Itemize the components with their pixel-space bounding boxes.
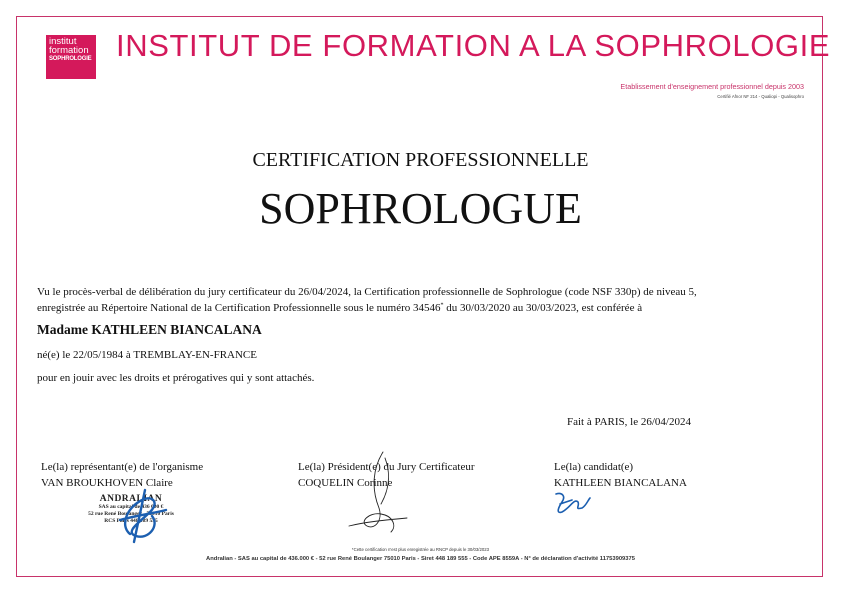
paragraph-line-1: Vu le procès-verbal de délibération du jury certificateur du 26/04/2024, la Certification professionnelle de Sophrologue (code NSF 330p) de niveau 5, — [37, 286, 697, 298]
institute-certifications: Certifié Afnor NF 214 - Qualiopi - Qualisophro — [717, 94, 804, 99]
signature-role: Le(la) candidat(e) — [554, 461, 634, 473]
logo-line-2: formation — [49, 44, 89, 56]
paragraph-line-2-pre: enregistrée au Répertoire National de la Certification Professionnelle sous le numéro 34546 — [37, 302, 441, 314]
recipient-name: Madame KATHLEEN BIANCALANA — [37, 322, 262, 337]
stamp-capital: SAS au capital de 436 000 € — [98, 504, 164, 510]
profession-title: SOPHROLOGUE — [259, 184, 582, 233]
institute-name: INSTITUT DE FORMATION A LA SOPHROLOGIE — [116, 28, 831, 63]
stamp-company: ANDRALIAN — [99, 494, 163, 504]
certificate-paragraph — [37, 284, 817, 316]
signature-block-candidate — [554, 459, 687, 491]
rncp-footnote: *Cette certification n'est plus enregistrée au RNCP depuis le 30/03/2023 — [351, 547, 490, 552]
organisation-signature-image — [90, 486, 180, 546]
birth-info: né(e) le 22/05/1984 à TREMBLAY-EN-FRANCE — [37, 349, 257, 361]
institute-logo — [46, 35, 96, 79]
signature-role: Le(la) représentant(e) de l'organisme — [41, 461, 204, 473]
rncp-asterisk: * — [440, 302, 444, 309]
signature-name: COQUELIN Corinne — [298, 477, 393, 489]
institute-tagline: Etablissement d'enseignement professionnel depuis 2003 — [620, 82, 804, 91]
paragraph-line-2 — [37, 300, 817, 316]
rights-statement: pour en jouir avec les droits et prérogatives qui y sont attachés. — [37, 372, 315, 384]
certificate-title: CERTIFICATION PROFESSIONNELLE — [252, 149, 589, 171]
stamp-address: 52 rue René Boulanger - 75010 Paris — [88, 511, 174, 517]
signature-name: KATHLEEN BIANCALANA — [554, 477, 687, 489]
paragraph-line-2-post: du 30/03/2020 au 30/03/2023, est conférée à — [443, 302, 643, 314]
logo-line-1: institut — [49, 36, 77, 47]
place-and-date: Fait à PARIS, le 26/04/2024 — [567, 416, 691, 428]
signature-name: VAN BROUKHOVEN Claire — [41, 477, 173, 489]
jury-signature-image — [345, 448, 415, 538]
stamp-rcs: RCS Paris 448 189 555 — [104, 518, 158, 524]
candidate-signature-image — [552, 488, 592, 518]
logo-line-3: SOPHROLOGIE — [49, 56, 92, 62]
signature-role: Le(la) Président(e) du Jury Certificateur — [298, 461, 475, 473]
legal-footer: Andralian - SAS au capital de 436.000 € - 52 rue René Boulanger 75010 Paris - Siret 448 189 555 - Code APE 8559A - N° de déclaration d'activité 11753909375 — [206, 556, 635, 562]
